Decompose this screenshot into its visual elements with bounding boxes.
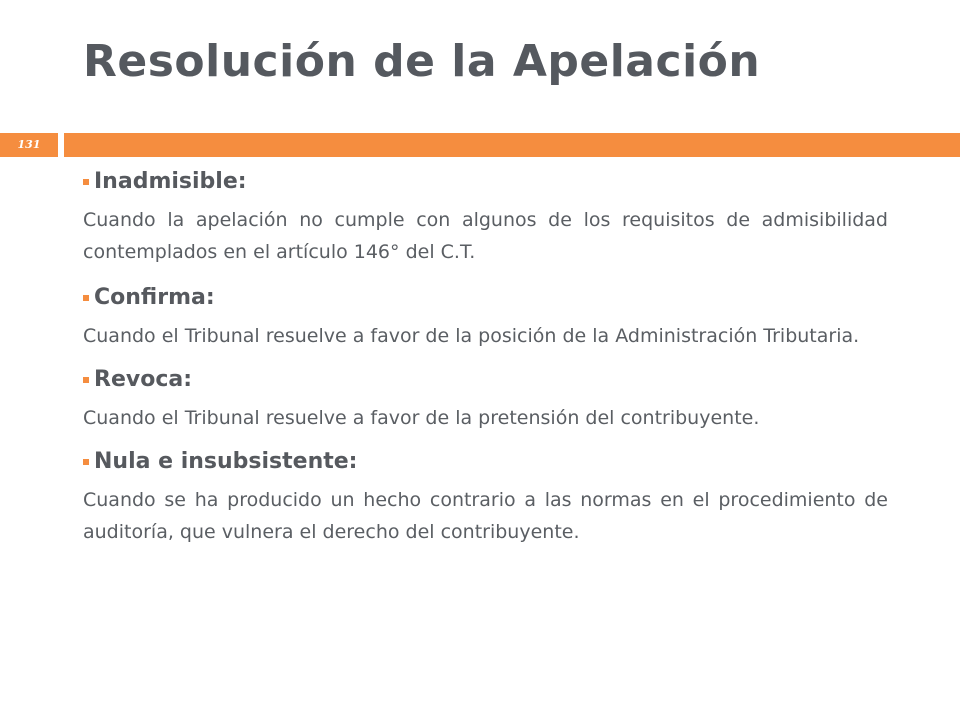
item-description: Cuando el Tribunal resuelve a favor de la posición de la Administración Tributaria.: [83, 325, 860, 347]
item-heading: [83, 444, 888, 478]
item-description: Cuando la apelación no cumple con algunos de los requisitos de admisibilidad contemplados en el artículo 146° del C.T.: [83, 209, 888, 263]
slide-title: Resolución de la Apelación: [83, 36, 761, 87]
square-bullet-icon: [83, 295, 89, 301]
list-item: [83, 362, 888, 434]
item-heading: [83, 164, 888, 198]
item-description: Cuando se ha producido un hecho contrario a las normas en el procedimiento de auditoría, que vulnera el derecho del contribuyente.: [83, 489, 888, 543]
item-description: Cuando el Tribunal resuelve a favor de la pretensión del contribuyente.: [83, 407, 760, 429]
item-heading: [83, 362, 888, 396]
square-bullet-icon: [83, 179, 89, 185]
item-heading-label: Revoca:: [94, 366, 193, 392]
list-item: [83, 444, 888, 548]
item-heading-label: Inadmisible:: [94, 168, 247, 194]
square-bullet-icon: [83, 377, 89, 383]
list-item: [83, 280, 888, 352]
square-bullet-icon: [83, 459, 89, 465]
slide-number: 131: [0, 133, 58, 157]
item-heading: [83, 280, 888, 314]
list-item: [83, 164, 888, 268]
item-heading-label: Nula e insubsistente:: [94, 448, 358, 474]
slide-content: [83, 164, 888, 558]
item-heading-label: Confirma:: [94, 284, 215, 310]
accent-bar: [64, 133, 960, 157]
